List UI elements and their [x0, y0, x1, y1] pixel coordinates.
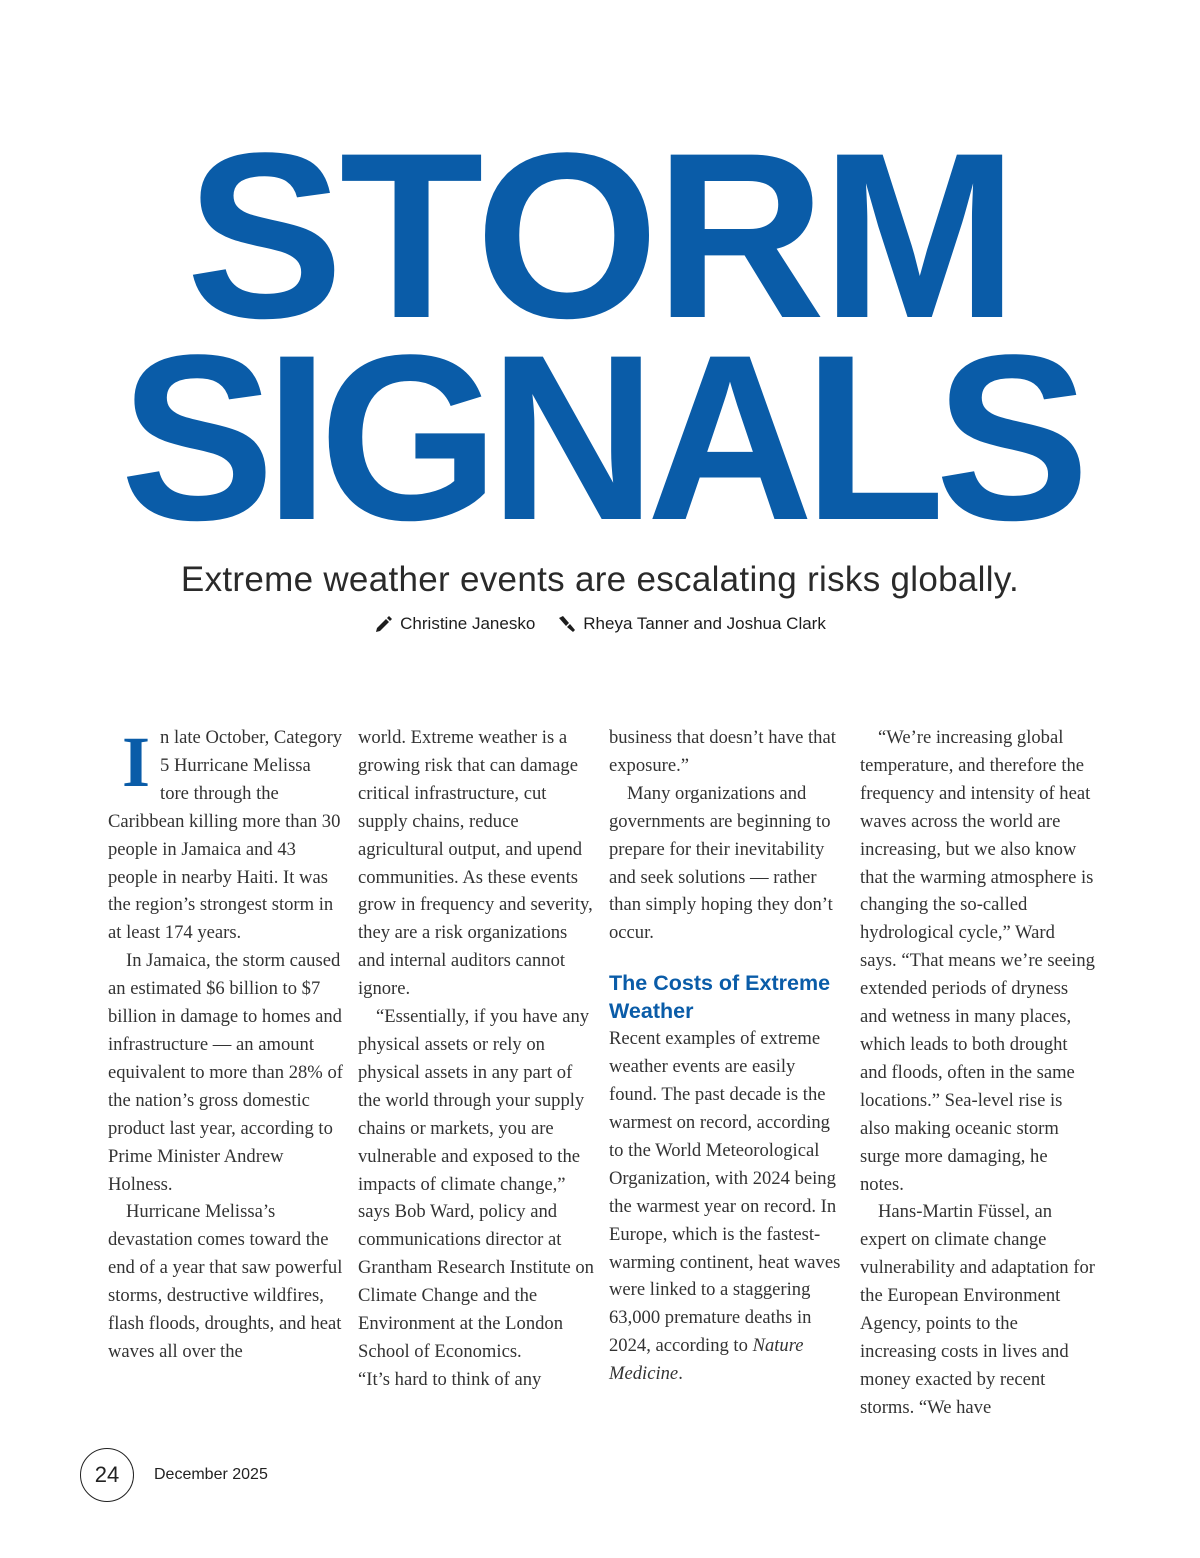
bylines — [0, 614, 1200, 634]
paragraph: Hans-Martin Füssel, an expert on climate change vulnerability and adaptation for the European Environment Agency, points to the increasing costs in lives and money exacted by recent storms. “We have — [860, 1201, 1095, 1418]
paragraph: “We’re increasing global temperature, and therefore the frequency and intensity of heat waves across the world are increasing, but we also know that the warming atmosphere is changing the so-called hydrological cycle,” Ward says. “That means we’re seeing extended periods of dryness and wetness in many places, which leads to both drought and floods, often in the same locations.” Sea-level rise is also making oceanic storm surge more damaging, he notes. — [860, 727, 1095, 1195]
byline-author — [374, 614, 535, 634]
page-footer — [80, 1448, 268, 1502]
paragraph-text: Recent examples of extreme weather events are easily found. The past decade is the warmest on record, according to the World Meteorological Organization, with 2024 being the warmest year on record. In Europe, which is the fastest-warming continent, heat waves were linked to a staggering 63,000 premature deaths in 2024, according to — [609, 1028, 841, 1357]
paragraph: world. Extreme weather is a growing risk that can damage critical infrastructure, cut supply chains, reduce agricultural output, and upend communities. As these events grow in frequency and severity, they are a risk organizations and internal auditors cannot ignore. — [358, 727, 593, 1000]
page-number: 24 — [80, 1448, 134, 1502]
dek-subtitle: Extreme weather events are escalating risks globally. — [180, 560, 1020, 599]
column-2 — [358, 724, 594, 1394]
paragraph: n late October, Category 5 Hurricane Melissa tore through the Caribbean killing more than 30 people in Jamaica and 43 people in nearby Haiti. It was the region’s strongest storm in at least 174 years. — [108, 727, 343, 944]
paragraph: “It’s hard to think of any — [358, 1368, 542, 1390]
paragraph: business that doesn’t have that exposure.” — [609, 727, 836, 776]
pencil-icon — [374, 614, 394, 634]
paintbrush-icon — [557, 614, 577, 634]
headline-line-2: SIGNALS — [120, 306, 1080, 570]
issue-date: December 2025 — [154, 1466, 268, 1483]
column-3 — [609, 724, 845, 1388]
column-4 — [860, 724, 1096, 1422]
paragraph: “Essentially, if you have any physical assets or rely on physical assets in any part of the world through your supply chains or markets, you are vulnerable and exposed to the impacts of climate change,” says Bob Ward, policy and communications director at Grantham Research Institute on Climate Change and the Environment at the London School of Economics. — [358, 1006, 594, 1362]
column-1 — [108, 724, 344, 1366]
paragraph — [609, 1025, 845, 1388]
drop-cap: I — [122, 722, 151, 802]
paragraph-end: . — [678, 1363, 683, 1385]
paragraph: Many organizations and governments are beginning to prepare for their inevitability and seek solutions — rather than simply hoping they don’t occur. — [609, 782, 833, 944]
section-subhead: The Costs of Extreme Weather — [609, 971, 831, 1024]
byline-author-name: Christine Janesko — [400, 614, 536, 633]
paragraph: Hurricane Melissa’s devastation comes toward the end of a year that saw powerful storms, destructive wildfires, flash floods, droughts, and heat waves all over the — [108, 1201, 343, 1362]
publication-title: Nature Medicine — [609, 1335, 804, 1385]
headline-line-1: STORM — [186, 104, 1014, 368]
byline-illustrator — [557, 614, 826, 634]
byline-illustrator-name: Rheya Tanner and Joshua Clark — [583, 614, 826, 633]
paragraph: In Jamaica, the storm caused an estimated $6 billion to $7 billion in damage to homes and infrastructure — an amount equivalent to more than 28% of the nation’s gross domestic product last year, according to Prime Minister Andrew Holness. — [108, 950, 343, 1195]
